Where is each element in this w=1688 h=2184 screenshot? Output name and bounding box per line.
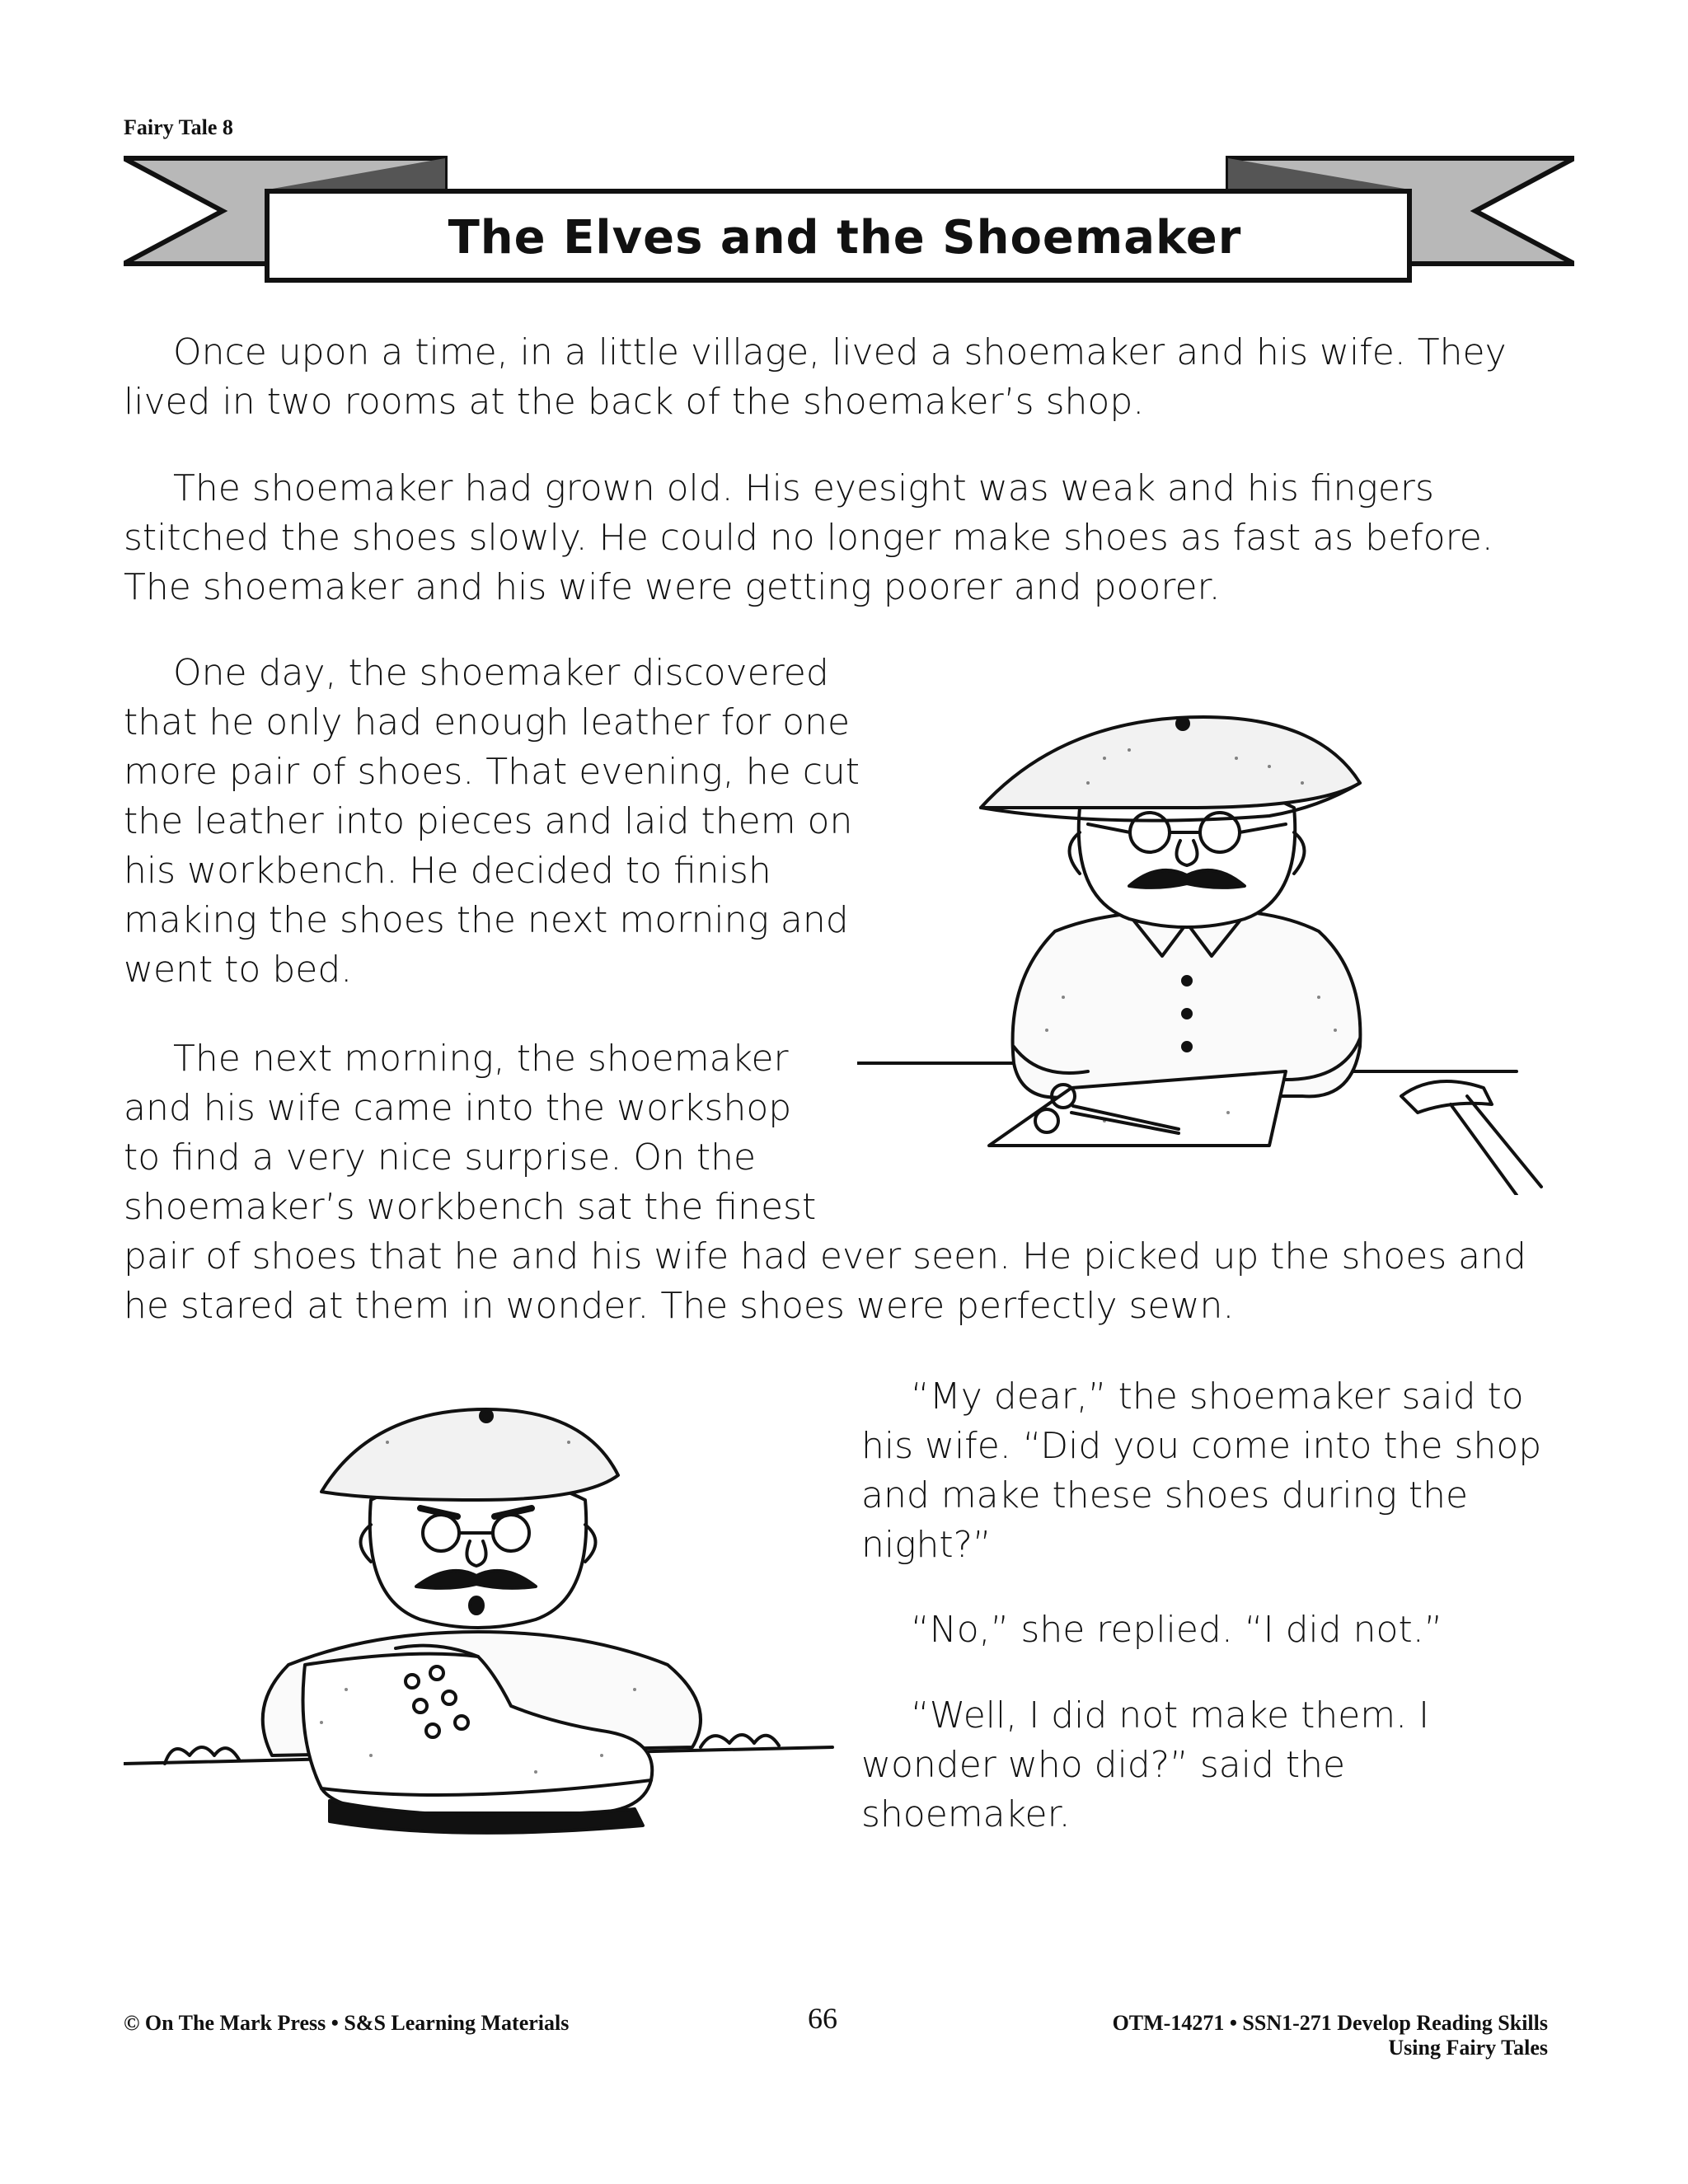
paragraph-1: Once upon a time, in a little village, lived a shoemaker and his wife. They lived in two rooms at the back of the shoemaker’s shop.	[124, 331, 1507, 423]
footer-product-line-1: OTM-14271 • SSN1-271 Develop Reading Skills	[1112, 2011, 1548, 2035]
paragraph-7: “Well, I did not make them. I wonder who did?” said the shoemaker.	[861, 1694, 1430, 1835]
page-number: 66	[808, 2002, 837, 2035]
series-label: Fairy Tale 8	[124, 115, 233, 139]
shoemaker-with-shoe-illustration	[124, 1393, 849, 1854]
shoemaker-cutting-illustration	[857, 684, 1558, 1195]
paragraph-6: “No,” she replied. “I did not.”	[911, 1609, 1443, 1651]
paragraph-4-part-1: The next morning, the shoemaker and his wife came into the workshop to find a very nice surprise. On the shoemaker’s workbench sat the finest	[124, 1038, 817, 1228]
page-title: The Elves and the Shoemaker	[448, 210, 1242, 265]
paragraph-5: “My dear,” the shoemaker said to his wife. “Did you come into the shop and make these shoes during the night?”	[861, 1376, 1542, 1566]
paragraph-2: The shoemaker had grown old. His eyesight was weak and his fingers stitched the shoes slowly. He could no longer make shoes as fast as before. The shoemaker and his wife were getting poorer and poorer.	[124, 467, 1493, 608]
paragraph-4-part-2: pair of shoes that he and his wife had ever seen. He picked up the shoes and he stared at them in wonder. The shoes were perfectly sewn.	[124, 1235, 1526, 1327]
footer-publisher: © On The Mark Press • S&S Learning Materials	[124, 2011, 570, 2035]
paragraph-3: One day, the shoemaker discovered that he only had enough leather for one more pair of shoes. That evening, he cut the leather into pieces and laid them on his workbench. He decided to finish making the shoes the next morning and went to bed.	[124, 652, 860, 991]
footer-product-line-2: Using Fairy Tales	[1388, 2036, 1548, 2060]
